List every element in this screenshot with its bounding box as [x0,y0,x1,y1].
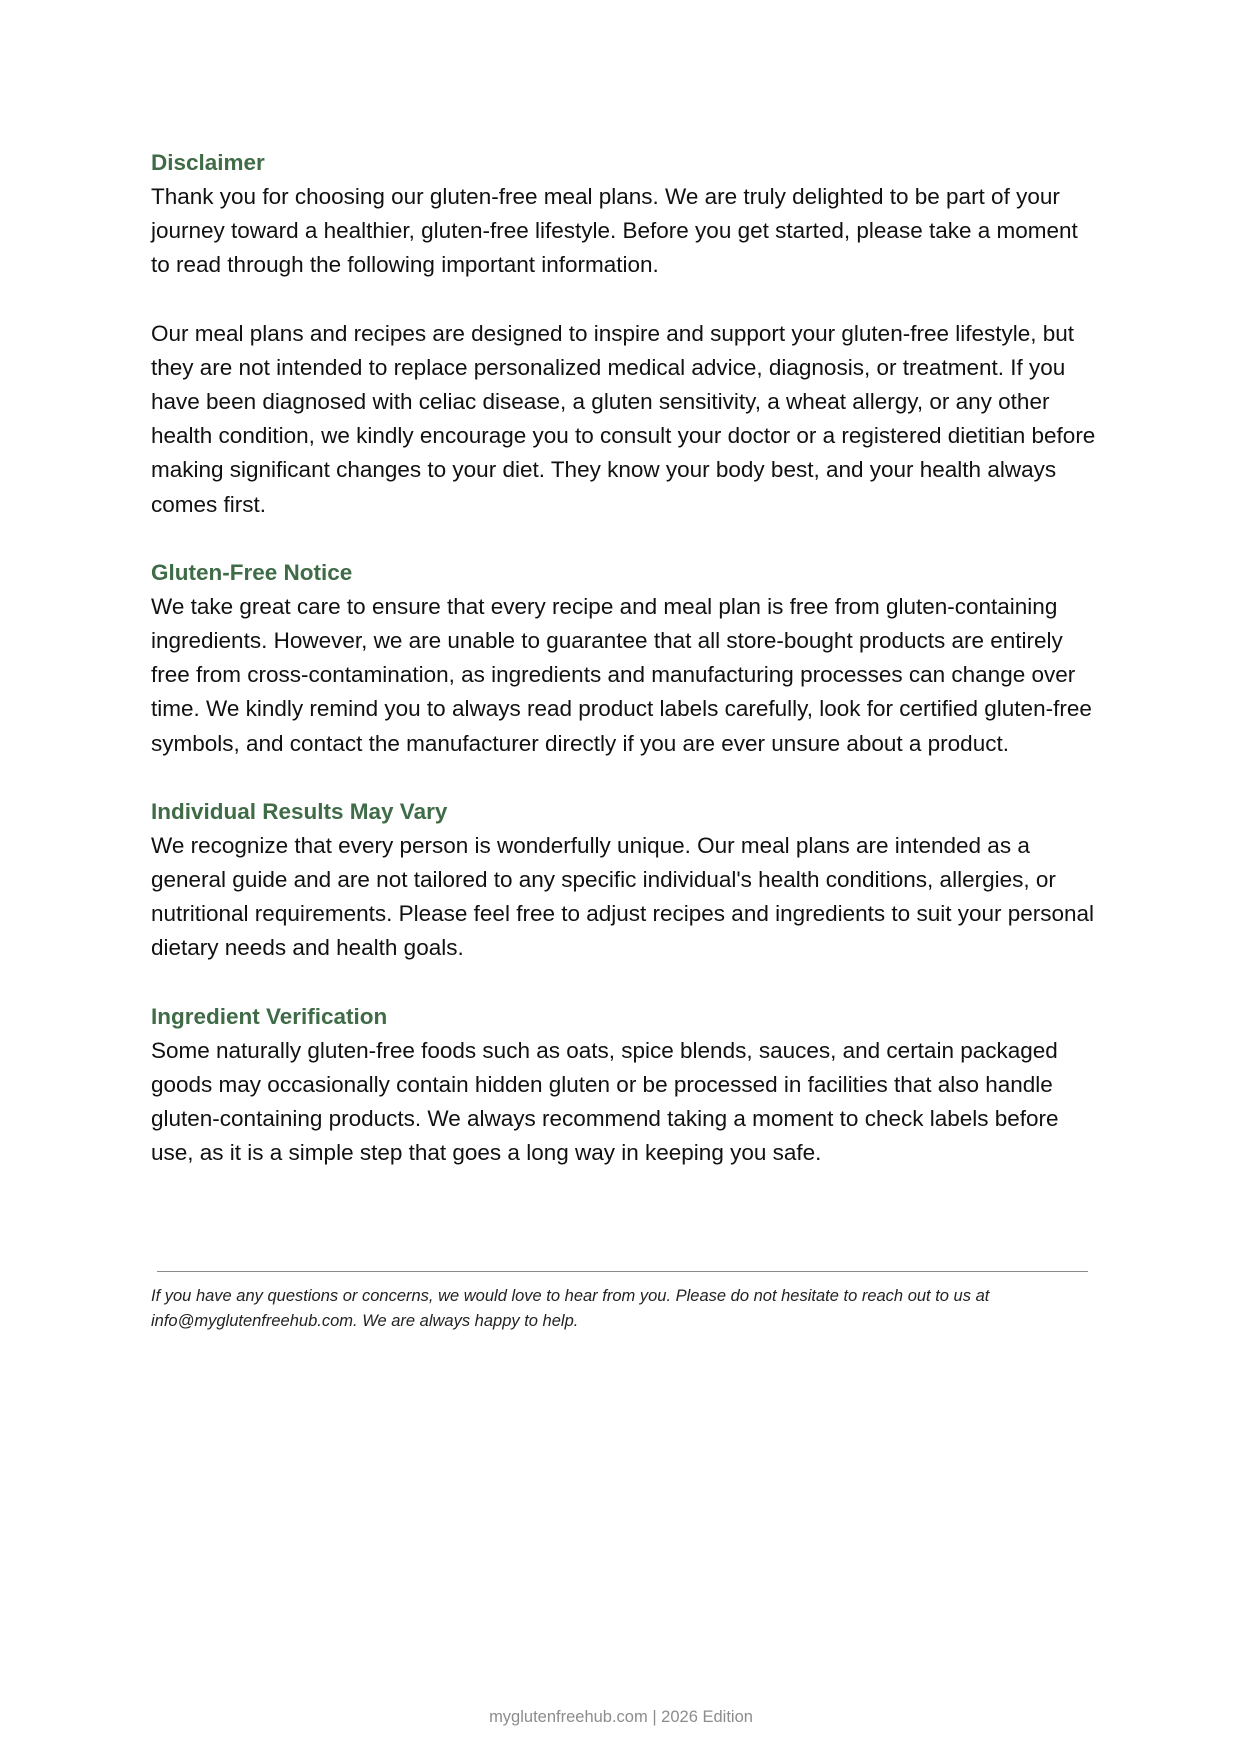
gluten-free-notice-paragraph: We take great care to ensure that every recipe and meal plan is free from gluten-containing ingredients. However, we are unable to guarantee that all store-bought products are entirely free from cross-contamination, as ingredients and manufacturing processes can change over time. We kindly remind you to always read product labels carefully, look for certified gluten-free symbols, and contact the manufacturer directly if you are ever unsure about a product. [151,593,1092,756]
disclaimer-medical-paragraph: Our meal plans and recipes are designed to inspire and support your gluten-free lifestyle, but they are not intended to replace personalized medical advice, diagnosis, or treatment. If you have been diagnosed with celiac disease, a gluten sensitivity, a wheat allergy, or any other health condition, we kindly encourage you to consult your doctor or a registered dietitian before making significant changes to your diet. They know your body best, and your health always comes first. [151,320,1096,517]
section-heading-disclaimer: Disclaimer [151,150,265,175]
disclaimer-page [151,146,1101,1170]
ingredient-verification-paragraph: Some naturally gluten-free foods such as oats, spice blends, sauces, and certain packaged goods may occasionally contain hidden gluten or be processed in facilities that also handle gluten-containing products. We always recommend taking a moment to check labels before use, as it is a simple step that goes a long way in keeping you safe. [151,1037,1059,1166]
section-spacer [151,761,1101,795]
horizontal-divider [157,1271,1088,1272]
individual-results-paragraph: We recognize that every person is wonderfully unique. Our meal plans are intended as a general guide and are not tailored to any specific individual's health conditions, allergies, or nutritional requirements. Please feel free to adjust recipes and ingredients to suit your personal dietary needs and health goals. [151,832,1095,961]
section-heading-ingredient-verification: Ingredient Verification [151,1003,388,1029]
section-heading-individual-results: Individual Results May Vary [151,798,448,824]
disclaimer-intro-paragraph: Thank you for choosing our gluten-free meal plans. We are truly delighted to be part of your journey toward a healthier, gluten-free lifestyle. Before you get started, please take a moment to read through the following important information. [151,184,1078,278]
section-spacer [151,522,1101,556]
paragraph-spacer [151,283,1101,317]
page-footer: myglutenfreehub.com | 2026 Edition [489,1708,753,1726]
contact-note: If you have any questions or concerns, we would love to hear from you. Please do not hesitate to reach out to us at info@myglutenfreehub.com. We are always happy to help. [151,1287,990,1330]
section-spacer [151,966,1101,1000]
section-heading-gluten-free-notice: Gluten-Free Notice [151,559,353,585]
